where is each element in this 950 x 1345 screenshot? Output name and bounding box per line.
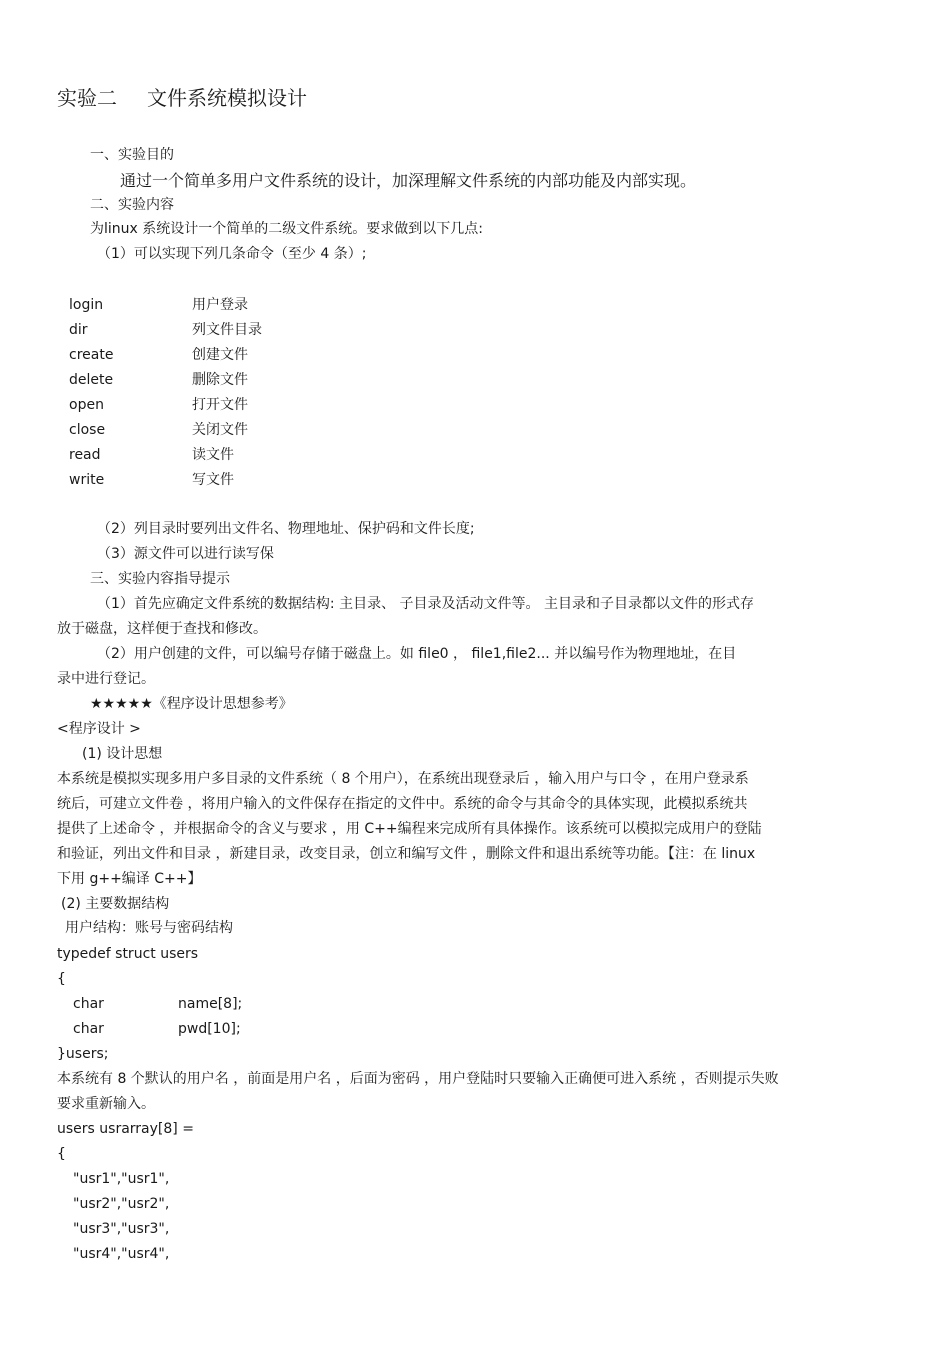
title-part-2: 文件系统模拟设计 — [147, 86, 307, 110]
hint-2-line-1: （2）用户创建的文件，可以编号存储于磁盘上。如 file0 ， file1,file2... 并以编号作为物理地址，在目 — [97, 646, 737, 662]
code-line: "usr4","usr4", — [73, 1246, 170, 1262]
paragraph-line: 下用 g++编译 C++】 — [57, 871, 202, 887]
command-name: write — [69, 472, 105, 488]
command-desc: 写文件 — [192, 472, 234, 488]
code-line: { — [57, 1146, 66, 1162]
section-heading-content: 二、实验内容 — [90, 197, 174, 213]
design-idea-heading: (1) 设计思想 — [82, 746, 163, 762]
code-line: }users; — [57, 1046, 109, 1062]
command-name: create — [69, 347, 114, 363]
user-struct-label: 用户结构：账号与密码结构 — [65, 920, 233, 936]
paragraph-line: 本系统是模拟实现多用户多目录的文件系统（ 8 个用户），在系统出现登录后 ，输入用户与口令 ，在用户登录系 — [57, 771, 749, 787]
program-design-label: <程序设计 > — [57, 721, 141, 737]
data-struct-heading: (2) 主要数据结构 — [61, 896, 170, 912]
code-line: char — [73, 1021, 104, 1037]
paragraph-line: 要求重新输入。 — [57, 1096, 155, 1112]
purpose-text: 通过一个简单多用户文件系统的设计，加深理解文件系统的内部功能及内部实现。 — [120, 171, 697, 190]
requirement-3: （3）源文件可以进行读写保 — [97, 546, 274, 562]
code-line: users usrarray[8] = — [57, 1121, 194, 1137]
code-line: { — [57, 971, 66, 987]
hint-1-line-1: （1）首先应确定文件系统的数据结构: 主目录、 子目录及活动文件等。 主目录和子目录都以文件的形式存 — [97, 596, 754, 612]
command-name: login — [69, 297, 104, 313]
hint-2-line-2: 录中进行登记。 — [57, 671, 155, 687]
command-name: read — [69, 447, 101, 463]
code-line: char — [73, 996, 104, 1012]
command-desc: 用户登录 — [192, 297, 248, 313]
command-desc: 读文件 — [192, 447, 234, 463]
command-name: delete — [69, 372, 114, 388]
command-desc: 列文件目录 — [192, 322, 262, 338]
command-desc: 打开文件 — [192, 397, 248, 413]
command-name: open — [69, 397, 104, 413]
paragraph-line: 本系统有 8 个默认的用户名 ，前面是用户名 ，后面为密码 ，用户登陆时只要输入正确便可进入系统 ，否则提示失败 — [57, 1071, 779, 1087]
section-heading-hints: 三、实验内容指导提示 — [90, 571, 230, 587]
code-line: name[8]; — [178, 996, 243, 1012]
requirement-2: （2）列目录时要列出文件名、物理地址、保护码和文件长度; — [97, 521, 475, 537]
code-line: "usr2","usr2", — [73, 1196, 170, 1212]
code-line: "usr3","usr3", — [73, 1221, 170, 1237]
command-name: close — [69, 422, 106, 438]
paragraph-line: 提供了上述命令 ，并根据命令的含义与要求 ，用 C++编程来完成所有具体操作。该系统可以模拟完成用户的登陆 — [57, 821, 762, 837]
code-line: pwd[10]; — [178, 1021, 241, 1037]
content-intro: 为linux 系统设计一个简单的二级文件系统。要求做到以下几点: — [90, 221, 483, 237]
code-line: typedef struct users — [57, 946, 199, 962]
section-heading-purpose: 一、实验目的 — [90, 147, 174, 163]
command-desc: 关闭文件 — [192, 422, 248, 438]
title-part-1: 实验二 — [57, 86, 117, 110]
reference-title: ★★★★★《程序设计思想参考》 — [90, 696, 293, 712]
document-title — [57, 85, 307, 111]
paragraph-line: 统后，可建立文件卷 ，将用户输入的文件保存在指定的文件中。系统的命令与其命令的具体实现，此模拟系统共 — [57, 796, 748, 812]
command-name: dir — [69, 322, 88, 338]
hint-1-line-2: 放于磁盘，这样便于查找和修改。 — [57, 621, 267, 637]
code-line: "usr1","usr1", — [73, 1171, 170, 1187]
command-desc: 创建文件 — [192, 347, 248, 363]
command-desc: 删除文件 — [192, 372, 248, 388]
paragraph-line: 和验证，列出文件和目录 ，新建目录，改变目录，创立和编写文件 ，删除文件和退出系统等功能。【注：在 linux — [57, 846, 756, 862]
requirement-1: （1）可以实现下列几条命令（至少 4 条）; — [97, 246, 367, 262]
